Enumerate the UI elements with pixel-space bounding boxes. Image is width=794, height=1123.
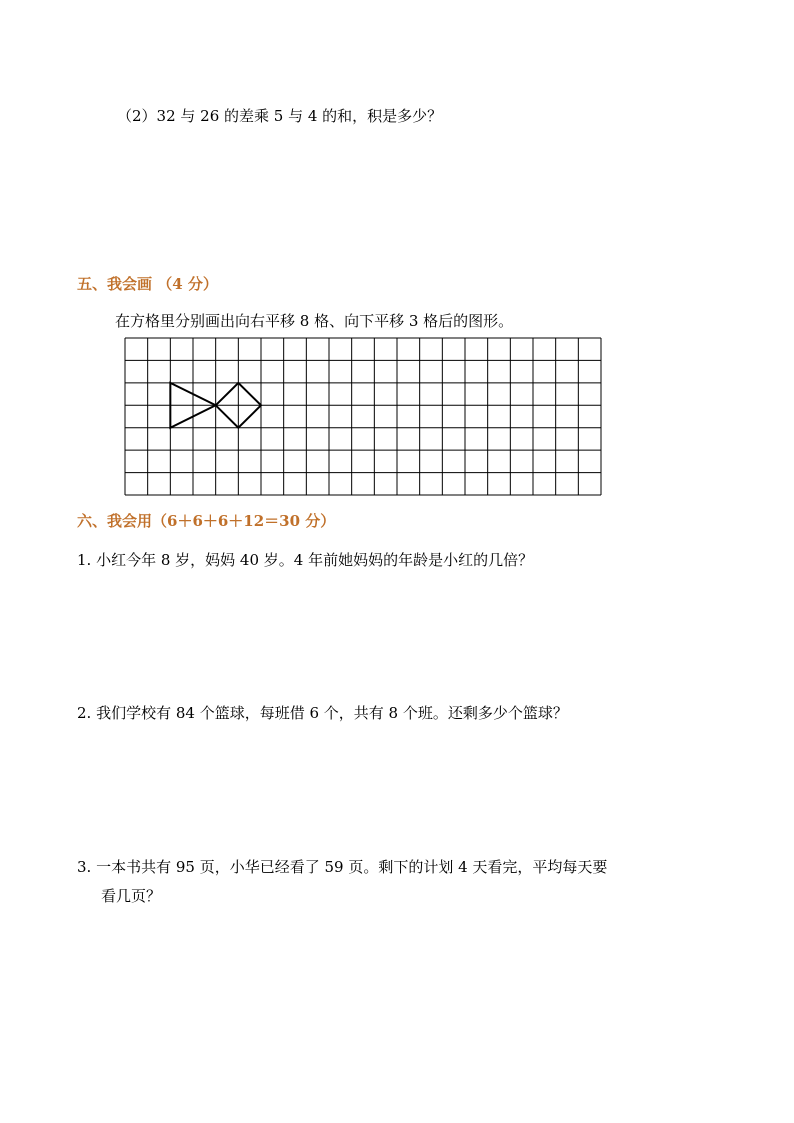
problem-3-continued: 看几页？ (101, 887, 162, 905)
section-6-heading: 六、我会用（6＋6＋6＋12＝30 分） (77, 512, 336, 530)
question-4-part-2: （2）32 与 26 的差乘 5 与 4 的和，积是多少？ (117, 107, 443, 125)
translation-grid (124, 337, 602, 496)
section-5-instruction: 在方格里分别画出向右平移 8 格、向下平移 3 格后的图形。 (115, 312, 514, 330)
section-5-heading: 五、我会画 （4 分） (77, 275, 218, 293)
problem-1: 1. 小红今年 8 岁，妈妈 40 岁。4 年前她妈妈的年龄是小红的几倍？ (77, 551, 534, 569)
problem-3: 3. 一本书共有 95 页，小华已经看了 59 页。剩下的计划 4 天看完，平均每天要 (77, 858, 608, 876)
grid-lines (125, 338, 601, 495)
problem-2: 2. 我们学校有 84 个篮球，每班借 6 个，共有 8 个班。还剩多少个篮球？ (77, 704, 568, 722)
